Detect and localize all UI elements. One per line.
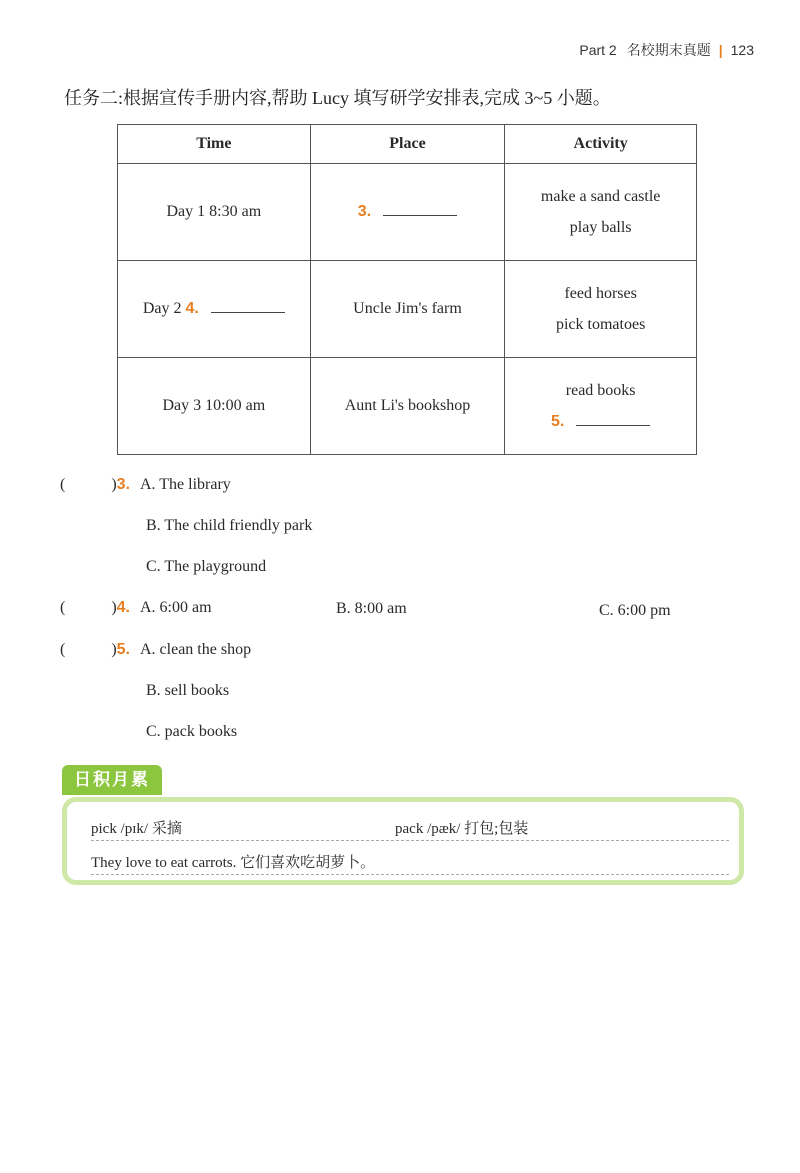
- dashed-divider: [91, 874, 729, 875]
- answer-paren[interactable]: ( ): [60, 476, 117, 493]
- activity-item: read books: [565, 381, 636, 399]
- part-label: Part 2: [579, 42, 617, 58]
- day2-time: [118, 261, 311, 358]
- schedule-table: [117, 124, 697, 455]
- example-sentence: They love to eat carrots. 它们喜欢吃胡萝卜。: [91, 855, 376, 871]
- question-number: 4.: [116, 599, 130, 616]
- section-label: 名校期末真题: [626, 42, 711, 58]
- option-b[interactable]: B. sell books: [146, 682, 230, 699]
- answer-paren[interactable]: ( ): [60, 641, 117, 658]
- activity-q5: [505, 411, 696, 433]
- header-place: Place: [310, 125, 505, 164]
- day1-time: Day 1 8:30 am: [118, 164, 311, 261]
- activity-item: make a sand castle: [540, 187, 661, 205]
- option-c[interactable]: C. 6:00 pm: [599, 602, 671, 619]
- header-activity: Activity: [505, 125, 697, 164]
- day2-label: Day 2: [142, 300, 182, 317]
- option-b[interactable]: B. The child friendly park: [146, 517, 313, 534]
- question-number: 5.: [116, 641, 130, 658]
- day3-activity: [505, 358, 697, 455]
- vocabulary-panel: [62, 797, 744, 885]
- table-row: [118, 358, 697, 455]
- option-c[interactable]: C. The playground: [146, 558, 267, 575]
- answer-blank[interactable]: [383, 214, 457, 216]
- page-header: [579, 40, 754, 60]
- dashed-divider: [91, 840, 729, 841]
- table-row: [118, 164, 697, 261]
- q3-marker: 3.: [357, 203, 372, 220]
- page-number: 123: [730, 42, 754, 58]
- task-title: 任务二:根据宣传手册内容,帮助 Lucy 填写研学安排表,完成 3~5 小题。: [64, 88, 611, 108]
- day3-time: Day 3 10:00 am: [118, 358, 311, 455]
- panel-title: 日积月累: [62, 765, 162, 795]
- table-header-row: [118, 125, 697, 164]
- question-3: [60, 476, 231, 494]
- option-b[interactable]: B. 8:00 am: [336, 600, 407, 617]
- day1-place: [310, 164, 505, 261]
- header-divider: |: [718, 42, 723, 58]
- question-number: 3.: [116, 476, 130, 493]
- vocab-word-pack: pack /pæk/ 打包;包装: [395, 821, 529, 837]
- option-a[interactable]: A. The library: [140, 476, 231, 493]
- table-row: [118, 261, 697, 358]
- day2-place: Uncle Jim's farm: [310, 261, 505, 358]
- option-a[interactable]: A. clean the shop: [140, 641, 252, 658]
- vocab-word-pick: pick /pɪk/ 采摘: [91, 821, 182, 837]
- header-time: Time: [118, 125, 311, 164]
- day3-place: Aunt Li's bookshop: [310, 358, 505, 455]
- activity-item: feed horses: [564, 284, 637, 302]
- activity-item: play balls: [569, 218, 632, 236]
- answer-blank[interactable]: [576, 424, 650, 426]
- option-c[interactable]: C. pack books: [146, 723, 238, 740]
- answer-paren[interactable]: ( ): [60, 599, 117, 616]
- activity-item: pick tomatoes: [555, 315, 646, 333]
- day2-activity: [505, 261, 697, 358]
- answer-blank[interactable]: [211, 311, 285, 313]
- q5-marker: 5.: [550, 412, 565, 430]
- question-5: [60, 641, 251, 659]
- day1-activity: [505, 164, 697, 261]
- q4-marker: 4.: [185, 300, 199, 317]
- question-4: [60, 599, 212, 617]
- option-a[interactable]: A. 6:00 am: [140, 599, 212, 616]
